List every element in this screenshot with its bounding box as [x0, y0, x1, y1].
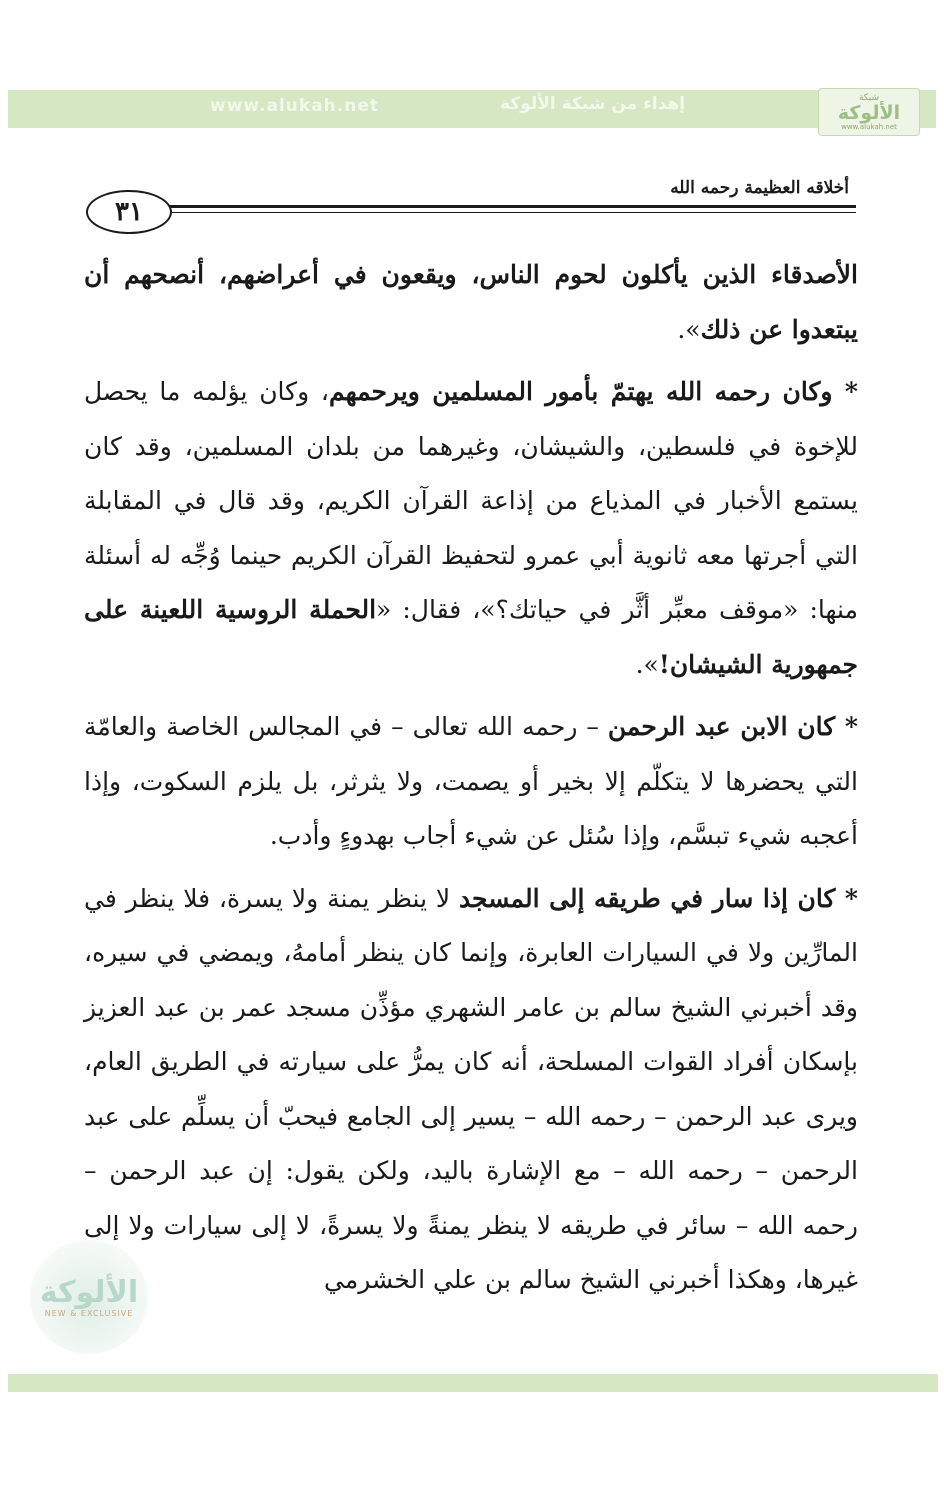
bottom-bar — [8, 1374, 938, 1392]
logo-main-text: الألوكة — [837, 102, 901, 124]
paragraph-2-end: ». — [635, 649, 659, 679]
banner-gift-text: إهداء من شبكة الألوكة — [500, 94, 686, 114]
star-bullet: * — [835, 712, 858, 741]
paragraph-3 — [84, 700, 858, 864]
top-banner — [8, 90, 936, 128]
page-number: ٣١ — [86, 190, 172, 234]
paragraph-2 — [84, 365, 858, 692]
banner-url[interactable]: www.alukah.net — [210, 96, 379, 116]
paragraph-2-bold: وكان رحمه الله يهتمّ بأمور المسلمين ويرحمهم — [328, 377, 833, 406]
paragraph-2-rest: ، وكان يؤلمه ما يحصل للإخوة في فلسطين، والشيشان، وغيرهما من بلدان المسلمين، وقد كان يستمع الأخبار في المذياع من إذاعة القرآن الكريم، وقد قال في المقابلة التي أجرتها معه ثانوية أبي عمرو لتحفيظ القرآن الكريم حينما وُجِّه له أسئلة منها: «موقف معبِّر أثَّر في حياتك؟»، فقال: « — [84, 377, 858, 624]
star-bullet: * — [832, 377, 859, 406]
paragraph-2-bold-quote: الحملة الروسية اللعينة على جمهورية الشيشان! — [84, 595, 858, 679]
side-watermark-logo — [30, 1240, 148, 1354]
logo-small-text: شبكة — [858, 93, 880, 103]
paragraph-4-bold: كان إذا سار في طريقه إلى المسجد — [458, 883, 836, 913]
paragraph-3-bold: كان الابن عبد الرحمن — [607, 712, 836, 741]
side-logo-small-text: NEW & EXCLUSIVE — [44, 1308, 134, 1318]
side-logo-text: الألوكة — [39, 1274, 139, 1310]
paragraph-3-rest: – رحمه الله تعالى – في المجالس الخاصة والعامّة التي يحضرها لا يتكلّم إلا بخير أو يصمت، ولا يثرثر، بل يلزم السكوت، وإذا أعجبه شيء تبسَّم، وإذا سُئل عن شيء أجاب بهدوءٍ وأدب. — [84, 712, 858, 850]
paragraph-4-rest: لا ينظر يمنة ولا يسرة، فلا ينظر في المارِّين ولا في السيارات العابرة، وإنما كان ينظر أمامهُ، ويمضي في سيره، وقد أخبرني الشيخ سالم بن عامر الشهري مؤذِّن مسجد عمر بن عبد العزيز بإسكان أفراد القوات المسلحة، أنه كان يمرُّ على سيارته في الطريق العام، ويرى عبد الرحمن – رحمه الله – يسير إلى الجامع فيحبّ أن يسلِّم على عبد الرحمن – رحمه الله – مع الإشارة باليد، ولكن يقول: إن عبد الرحمن – رحمه الله – سائر في طريقه لا ينظر يمنةً ولا يسرةً، لا إلى سيارات ولا إلى غيرها، وهكذا أخبرني الشيخ سالم بن علي الخشرمي — [84, 883, 858, 1294]
star-bullet: * — [835, 883, 859, 913]
logo-url-text: www.alukah.net — [841, 123, 897, 131]
paragraph-1 — [84, 248, 858, 357]
paragraph-4 — [84, 872, 858, 1308]
running-header: أخلاقه العظيمة رحمه الله — [670, 178, 849, 198]
alukah-logo[interactable] — [818, 88, 920, 136]
header-rule-thick — [168, 205, 856, 208]
paragraph-1-rest: ». — [677, 314, 701, 344]
header-rule-thin — [168, 212, 856, 213]
body-text — [84, 248, 858, 1316]
paragraph-1-bold: الأصدقاء الذين يأكلون لحوم الناس، ويقعون في أعراضهم، أنصحهم أن يبتعدوا عن ذلك — [84, 260, 858, 344]
